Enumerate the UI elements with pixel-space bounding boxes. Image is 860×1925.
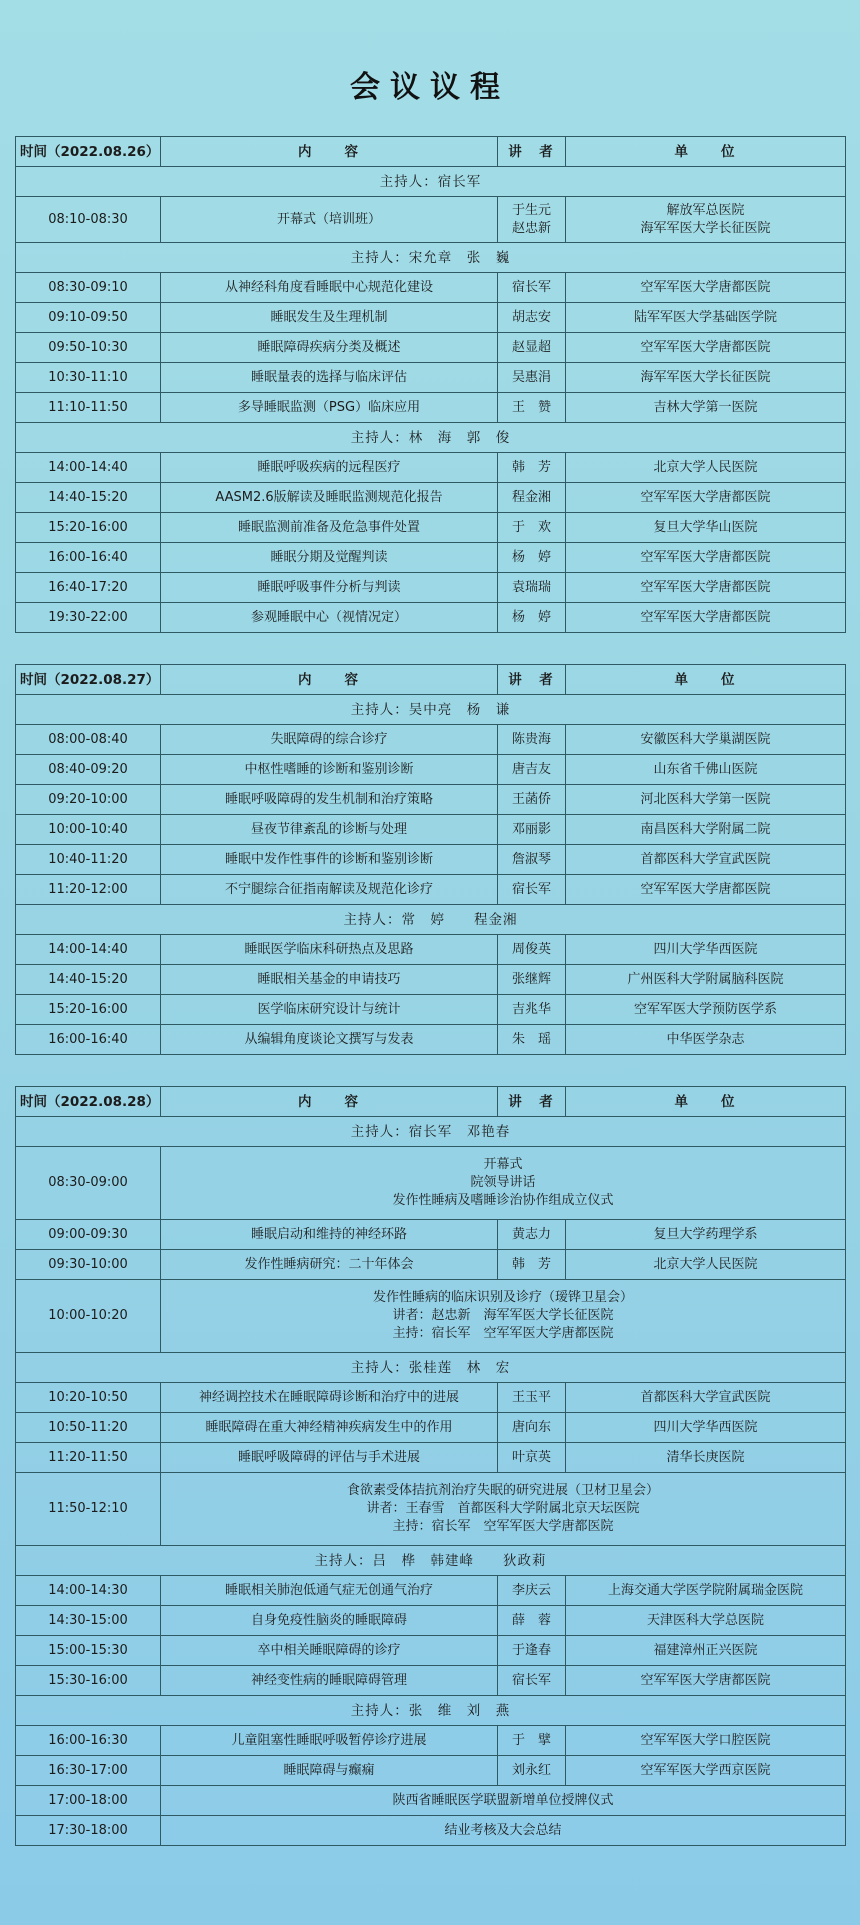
session-org [566,603,846,633]
speaker-name: 胡志安 [511,309,551,325]
block-line: 讲者：王春雪 首都医科大学附属北京天坛医院 [366,1501,640,1516]
speaker-name: 宿长军 [511,279,551,295]
wide-row [16,1816,846,1846]
host-text: 主持人：林 海 郭 俊 [16,423,846,453]
session-org [566,483,846,513]
session-row [16,845,846,875]
session-content: 睡眠呼吸疾病的远程医疗 [161,453,498,483]
session-time: 09:20-10:00 [16,785,161,815]
speaker-name: 黄志力 [511,1226,551,1242]
org-name: 空军军医大学唐都医院 [640,609,771,625]
org-name: 北京大学人民医院 [653,1256,758,1272]
speaker-name: 赵忠新 [511,220,551,236]
session-time: 10:30-11:10 [16,363,161,393]
session-row [16,1576,846,1606]
session-content: 睡眠呼吸障碍的评估与手术进展 [161,1443,498,1473]
session-time: 14:40-15:20 [16,483,161,513]
session-time: 14:00-14:30 [16,1576,161,1606]
host-text: 主持人：常 婷 程金湘 [16,905,846,935]
session-org [566,333,846,363]
session-speaker [498,573,566,603]
session-time: 08:00-08:40 [16,725,161,755]
session-time: 16:00-16:30 [16,1726,161,1756]
block-content [161,1147,846,1220]
speaker-name: 于生元 [511,202,551,218]
session-speaker [498,1220,566,1250]
header-speaker: 讲 者 [498,665,566,695]
speaker-name: 赵显超 [511,339,551,355]
speaker-name: 杨 婷 [511,609,551,625]
session-time: 19:30-22:00 [16,603,161,633]
session-time: 16:00-16:40 [16,543,161,573]
session-speaker [498,483,566,513]
header-speaker: 讲 者 [498,1087,566,1117]
session-time: 10:50-11:20 [16,1413,161,1443]
agenda-table [15,136,846,1846]
host-row [16,1546,846,1576]
session-org [566,1756,846,1786]
block-line: 开幕式 [483,1157,523,1172]
speaker-name: 袁瑞瑞 [511,579,551,595]
session-speaker [498,935,566,965]
session-row [16,1413,846,1443]
session-content: 参观睡眠中心（视情况定） [161,603,498,633]
session-speaker [498,393,566,423]
org-name: 广州医科大学附属脑科医院 [627,971,784,987]
speaker-name: 吉兆华 [511,1001,551,1017]
session-org [566,1220,846,1250]
session-time: 09:30-10:00 [16,1250,161,1280]
day-header-row [16,1087,846,1117]
org-name: 四川大学华西医院 [653,941,758,957]
session-content: 睡眠呼吸障碍的发生机制和治疗策略 [161,785,498,815]
session-speaker [498,1025,566,1055]
session-time: 14:30-15:00 [16,1606,161,1636]
speaker-name: 詹淑琴 [511,851,551,867]
session-content: 神经变性病的睡眠障碍管理 [161,1666,498,1696]
session-row [16,363,846,393]
org-name: 空军军医大学唐都医院 [640,279,771,295]
session-time: 14:00-14:40 [16,935,161,965]
org-name: 清华长庚医院 [666,1449,745,1465]
header-time: 时间（2022.08.27） [16,665,161,695]
block-line: 发作性睡病及嗜睡诊治协作组成立仪式 [392,1193,614,1208]
session-row [16,965,846,995]
host-row [16,423,846,453]
session-content: 中枢性嗜睡的诊断和鉴别诊断 [161,755,498,785]
session-org [566,935,846,965]
session-row [16,725,846,755]
block-line: 食欲素受体拮抗剂治疗失眠的研究进展（卫材卫星会） [346,1483,659,1498]
session-time: 15:20-16:00 [16,995,161,1025]
session-org [566,573,846,603]
speaker-name: 叶京英 [511,1449,551,1465]
session-row [16,785,846,815]
session-speaker [498,1383,566,1413]
session-time: 08:30-09:10 [16,273,161,303]
speaker-name: 朱 瑶 [511,1031,551,1047]
speaker-name: 王菡侨 [511,791,551,807]
session-org [566,273,846,303]
session-content: 睡眠障碍疾病分类及概述 [161,333,498,363]
wide-content: 陕西省睡眠医学联盟新增单位授牌仪式 [161,1786,846,1816]
session-row [16,603,846,633]
session-org [566,845,846,875]
wide-row [16,1786,846,1816]
session-speaker [498,1756,566,1786]
session-time: 15:30-16:00 [16,1666,161,1696]
session-content: 从编辑角度谈论文撰写与发表 [161,1025,498,1055]
session-speaker [498,1726,566,1756]
session-org [566,965,846,995]
org-name: 山东省千佛山医院 [653,761,758,777]
session-speaker [498,273,566,303]
speaker-name: 薛 蓉 [511,1612,551,1628]
session-speaker [498,1250,566,1280]
session-content: 睡眠监测前准备及危急事件处置 [161,513,498,543]
host-row [16,243,846,273]
session-org [566,1413,846,1443]
org-name: 安徽医科大学巢湖医院 [640,731,771,747]
session-row [16,1636,846,1666]
session-speaker [498,1666,566,1696]
speaker-name: 周俊英 [511,941,551,957]
block-line: 主持：宿长军 空军军医大学唐都医院 [392,1326,614,1341]
session-content: 神经调控技术在睡眠障碍诊断和治疗中的进展 [161,1383,498,1413]
session-row [16,453,846,483]
session-speaker [498,1636,566,1666]
session-time: 11:50-12:10 [16,1473,161,1546]
speaker-name: 刘永红 [511,1762,551,1778]
block-content [161,1280,846,1353]
session-row [16,393,846,423]
org-name: 空军军医大学唐都医院 [640,549,771,565]
session-org [566,197,846,243]
host-row [16,1696,846,1726]
org-name: 复旦大学华山医院 [653,519,758,535]
session-time: 08:40-09:20 [16,755,161,785]
session-org [566,1666,846,1696]
speaker-name: 邓丽影 [511,821,551,837]
session-content: 睡眠呼吸事件分析与判读 [161,573,498,603]
session-row [16,513,846,543]
org-name: 空军军医大学预防医学系 [633,1001,777,1017]
session-time: 16:00-16:40 [16,1025,161,1055]
session-content: 睡眠相关肺泡低通气症无创通气治疗 [161,1576,498,1606]
session-content: 自身免疫性脑炎的睡眠障碍 [161,1606,498,1636]
org-name: 福建漳州正兴医院 [653,1642,758,1658]
session-time: 16:40-17:20 [16,573,161,603]
day-header-row [16,665,846,695]
host-text: 主持人：宿长军 [16,167,846,197]
session-row [16,573,846,603]
session-speaker [498,875,566,905]
session-time: 11:20-12:00 [16,875,161,905]
session-content: 睡眠中发作性事件的诊断和鉴别诊断 [161,845,498,875]
host-text: 主持人：吴中亮 杨 谦 [16,695,846,725]
session-speaker [498,725,566,755]
org-name: 空军军医大学唐都医院 [640,339,771,355]
speaker-name: 王玉平 [511,1389,551,1405]
session-speaker [498,995,566,1025]
day-separator-cell [16,633,846,665]
session-time: 10:00-10:40 [16,815,161,845]
session-time: 17:30-18:00 [16,1816,161,1846]
session-org [566,1576,846,1606]
session-time: 10:40-11:20 [16,845,161,875]
org-name: 吉林大学第一医院 [653,399,758,415]
session-content: 睡眠启动和维持的神经环路 [161,1220,498,1250]
session-org [566,1606,846,1636]
session-row [16,197,846,243]
session-content: 睡眠障碍与癫痫 [161,1756,498,1786]
host-text: 主持人：宋允章 张 巍 [16,243,846,273]
header-time: 时间（2022.08.26） [16,137,161,167]
session-time: 09:00-09:30 [16,1220,161,1250]
session-org [566,875,846,905]
session-content: 从神经科角度看睡眠中心规范化建设 [161,273,498,303]
org-name: 海军军医大学长征医院 [640,369,771,385]
session-content: 睡眠医学临床科研热点及思路 [161,935,498,965]
wide-content: 结业考核及大会总结 [161,1816,846,1846]
org-name: 空军军医大学唐都医院 [640,1672,771,1688]
page-title: 会议议程 [350,70,510,105]
speaker-name: 陈贵海 [511,731,551,747]
session-org [566,725,846,755]
org-name: 空军军医大学口腔医院 [640,1732,771,1748]
session-row [16,543,846,573]
session-org [566,1443,846,1473]
session-time: 09:50-10:30 [16,333,161,363]
session-content: 昼夜节律紊乱的诊断与处理 [161,815,498,845]
speaker-name: 王 赞 [511,399,551,415]
session-speaker [498,1576,566,1606]
session-row [16,1220,846,1250]
org-name: 海军军医大学长征医院 [640,220,771,236]
host-row [16,905,846,935]
block-row [16,1473,846,1546]
org-name: 空军军医大学唐都医院 [640,881,771,897]
session-row [16,1666,846,1696]
block-content [161,1473,846,1546]
session-speaker [498,785,566,815]
session-time: 14:40-15:20 [16,965,161,995]
org-name: 解放军总医院 [666,202,745,218]
org-name: 南昌医科大学附属二院 [640,821,771,837]
session-speaker [498,755,566,785]
header-org: 单 位 [566,665,846,695]
session-speaker [498,543,566,573]
speaker-name: 于 擘 [511,1732,551,1748]
session-time: 11:10-11:50 [16,393,161,423]
block-line: 发作性睡病的临床识别及诊疗（瑷铧卫星会） [372,1290,633,1305]
session-org [566,303,846,333]
speaker-name: 张继辉 [511,971,551,987]
session-row [16,935,846,965]
session-org [566,1250,846,1280]
session-time: 09:10-09:50 [16,303,161,333]
header-content: 内 容 [161,137,498,167]
session-row [16,1443,846,1473]
session-row [16,303,846,333]
session-time: 10:20-10:50 [16,1383,161,1413]
speaker-name: 宿长军 [511,881,551,897]
session-speaker [498,603,566,633]
session-row [16,1756,846,1786]
speaker-name: 于逢春 [511,1642,551,1658]
session-content: 睡眠分期及觉醒判读 [161,543,498,573]
speaker-name: 程金湘 [511,489,551,505]
session-row [16,1250,846,1280]
session-org [566,513,846,543]
session-content: 儿童阻塞性睡眠呼吸暂停诊疗进展 [161,1726,498,1756]
session-org [566,363,846,393]
host-text: 主持人：张桂莲 林 宏 [16,1353,846,1383]
session-content: AASM2.6版解读及睡眠监测规范化报告 [161,483,498,513]
session-speaker [498,303,566,333]
session-row [16,1025,846,1055]
session-content: 不宁腿综合征指南解读及规范化诊疗 [161,875,498,905]
session-org [566,785,846,815]
session-speaker [498,453,566,483]
header-org: 单 位 [566,1087,846,1117]
speaker-name: 韩 芳 [511,459,551,475]
session-row [16,273,846,303]
session-time: 08:30-09:00 [16,1147,161,1220]
session-speaker [498,1443,566,1473]
session-row [16,875,846,905]
session-org [566,1726,846,1756]
session-content: 睡眠相关基金的申请技巧 [161,965,498,995]
session-content: 失眠障碍的综合诊疗 [161,725,498,755]
speaker-name: 于 欢 [511,519,551,535]
session-time: 10:00-10:20 [16,1280,161,1353]
block-row [16,1147,846,1220]
speaker-name: 唐向东 [511,1419,551,1435]
org-name: 首都医科大学宣武医院 [640,1389,771,1405]
speaker-name: 韩 芳 [511,1256,551,1272]
session-org [566,755,846,785]
day-separator-cell [16,1055,846,1087]
session-org [566,815,846,845]
session-org [566,1025,846,1055]
session-org [566,453,846,483]
header-time: 时间（2022.08.28） [16,1087,161,1117]
day-separator [16,1055,846,1087]
session-speaker [498,815,566,845]
session-speaker [498,197,566,243]
session-org [566,1383,846,1413]
org-name: 陆军军医大学基础医学院 [633,309,777,325]
host-row [16,1117,846,1147]
session-content: 睡眠发生及生理机制 [161,303,498,333]
session-content: 开幕式（培训班） [161,197,498,243]
org-name: 天津医科大学总医院 [646,1612,764,1628]
session-speaker [498,965,566,995]
org-name: 中华医学杂志 [666,1031,745,1047]
org-name: 河北医科大学第一医院 [640,791,771,807]
session-content: 卒中相关睡眠障碍的诊疗 [161,1636,498,1666]
header-org: 单 位 [566,137,846,167]
block-line: 院领导讲话 [470,1175,536,1190]
session-org [566,995,846,1025]
session-time: 16:30-17:00 [16,1756,161,1786]
header-speaker: 讲 者 [498,137,566,167]
session-content: 医学临床研究设计与统计 [161,995,498,1025]
speaker-name: 宿长军 [511,1672,551,1688]
header-content: 内 容 [161,665,498,695]
session-time: 15:20-16:00 [16,513,161,543]
host-text: 主持人：吕 桦 韩建峰 狄政莉 [16,1546,846,1576]
day-header-row [16,137,846,167]
host-text: 主持人：宿长军 邓艳春 [16,1117,846,1147]
block-row [16,1280,846,1353]
org-name: 空军军医大学唐都医院 [640,579,771,595]
session-time: 11:20-11:50 [16,1443,161,1473]
block-line: 讲者：赵忠新 海军军医大学长征医院 [392,1308,614,1323]
session-content: 睡眠量表的选择与临床评估 [161,363,498,393]
session-row [16,483,846,513]
session-speaker [498,513,566,543]
session-org [566,1636,846,1666]
org-name: 四川大学华西医院 [653,1419,758,1435]
org-name: 上海交通大学医学院附属瑞金医院 [607,1582,803,1598]
org-name: 空军军医大学唐都医院 [640,489,771,505]
session-org [566,393,846,423]
session-row [16,755,846,785]
session-speaker [498,845,566,875]
session-row [16,1606,846,1636]
session-row [16,995,846,1025]
session-speaker [498,1606,566,1636]
session-row [16,333,846,363]
session-content: 睡眠障碍在重大神经精神疾病发生中的作用 [161,1413,498,1443]
speaker-name: 吴惠涓 [511,369,551,385]
header-content: 内 容 [161,1087,498,1117]
session-speaker [498,363,566,393]
session-row [16,1383,846,1413]
host-row [16,1353,846,1383]
session-time: 17:00-18:00 [16,1786,161,1816]
org-name: 首都医科大学宣武医院 [640,851,771,867]
speaker-name: 杨 婷 [511,549,551,565]
session-content: 发作性睡病研究：二十年体会 [161,1250,498,1280]
org-name: 空军军医大学西京医院 [640,1762,771,1778]
org-name: 北京大学人民医院 [653,459,758,475]
session-content: 多导睡眠监测（PSG）临床应用 [161,393,498,423]
block-line: 主持：宿长军 空军军医大学唐都医院 [392,1519,614,1534]
session-time: 15:00-15:30 [16,1636,161,1666]
speaker-name: 李庆云 [511,1582,551,1598]
speaker-name: 唐吉友 [511,761,551,777]
host-row [16,695,846,725]
org-name: 复旦大学药理学系 [653,1226,758,1242]
host-text: 主持人：张 维 刘 燕 [16,1696,846,1726]
session-org [566,543,846,573]
day-separator [16,633,846,665]
session-time: 14:00-14:40 [16,453,161,483]
session-time: 08:10-08:30 [16,197,161,243]
session-speaker [498,1413,566,1443]
session-speaker [498,333,566,363]
session-row [16,815,846,845]
host-row [16,167,846,197]
session-row [16,1726,846,1756]
